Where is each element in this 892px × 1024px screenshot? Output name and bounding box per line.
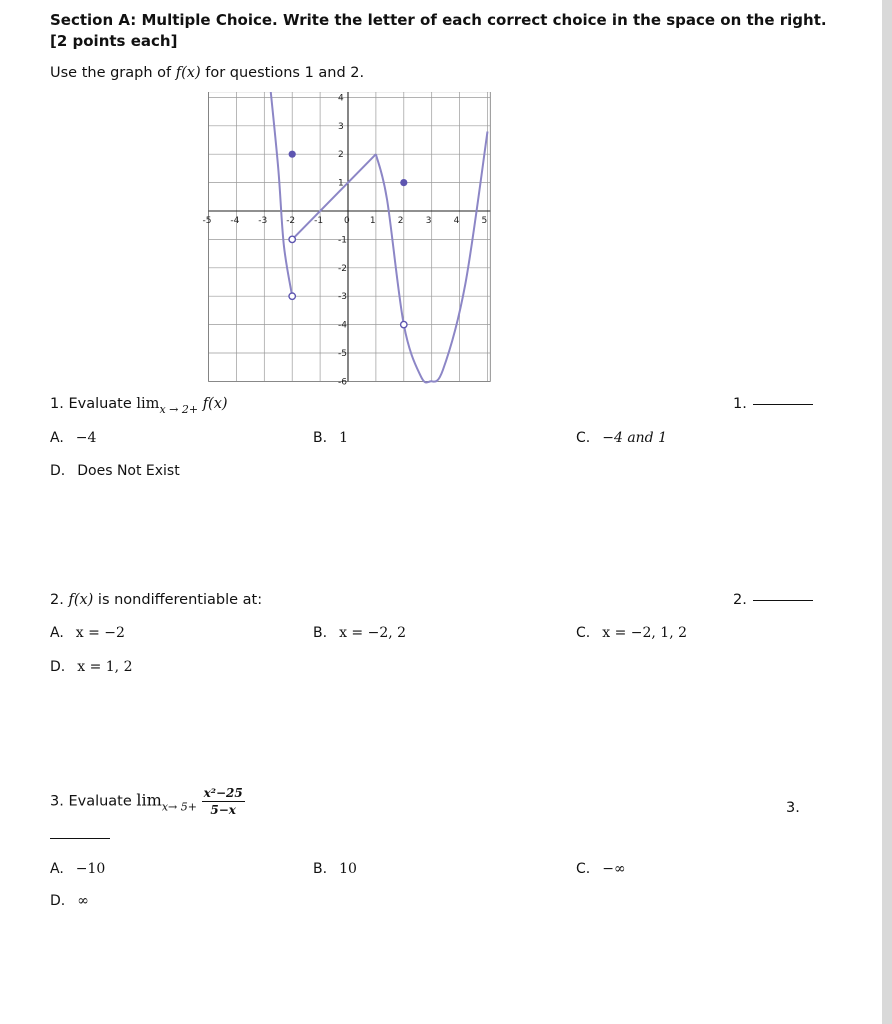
y-tick-label: 2 xyxy=(338,150,344,161)
y-tick-label: -6 xyxy=(338,377,347,387)
option-text: x = −2, 2 xyxy=(339,625,407,641)
q1-lim: lim xyxy=(136,396,160,412)
option-text: ∞ xyxy=(77,893,89,909)
curve-left-parabola xyxy=(270,92,292,296)
q3-lim-sub: x→ 5+ xyxy=(161,800,197,814)
y-tick-label: -3 xyxy=(338,292,347,303)
option-text: −4 and 1 xyxy=(602,430,668,446)
section-heading: Section A: Multiple Choice. Write the letter of each correct choice in the space on the right. [2 points each] xyxy=(50,11,827,50)
intro-suffix: for questions 1 and 2. xyxy=(200,65,365,81)
q3-answer-label: 3. xyxy=(786,800,800,816)
q1-option-b[interactable] xyxy=(313,430,348,446)
x-tick-label: -1 xyxy=(314,216,324,226)
q3-numerator: x²−25 xyxy=(203,786,243,800)
x-tick-label: -5 xyxy=(202,216,212,226)
y-tick-label: -2 xyxy=(338,263,347,274)
graph-intro xyxy=(50,65,364,81)
x-tick-label: -2 xyxy=(286,216,296,226)
option-letter: B. xyxy=(313,625,328,641)
curve-line xyxy=(292,154,376,239)
option-text: 10 xyxy=(339,861,357,877)
q2-answer-line[interactable] xyxy=(753,600,813,601)
q3-option-d[interactable] xyxy=(50,893,89,909)
q2-number: 2. xyxy=(50,592,64,608)
option-text: −4 xyxy=(75,430,97,446)
q1-option-a[interactable] xyxy=(50,430,96,446)
y-tick-label: 3 xyxy=(338,121,344,132)
x-tick-label: -3 xyxy=(258,216,268,226)
open-point xyxy=(401,321,407,327)
q3-option-c[interactable] xyxy=(576,861,626,877)
option-text: x = 1, 2 xyxy=(77,659,133,675)
option-text: x = −2, 1, 2 xyxy=(602,625,688,641)
option-letter: A. xyxy=(50,430,64,446)
q1-option-d[interactable] xyxy=(50,463,180,479)
x-tick-label: 5 xyxy=(481,216,488,226)
option-text: −10 xyxy=(75,861,106,877)
option-letter: A. xyxy=(50,625,64,641)
y-tick-label: 4 xyxy=(338,93,344,104)
q1-answer-blank[interactable] xyxy=(733,396,813,412)
option-letter: D. xyxy=(50,659,66,675)
option-letter: B. xyxy=(313,430,328,446)
q1-option-c[interactable] xyxy=(576,430,667,446)
question-2 xyxy=(50,592,262,608)
q1-number: 1. xyxy=(50,396,64,412)
x-tick-label: 3 xyxy=(425,216,432,226)
option-letter: C. xyxy=(576,861,591,877)
question-1 xyxy=(50,396,228,416)
q3-number: 3. xyxy=(50,793,64,810)
y-tick-label: 1 xyxy=(338,178,344,189)
open-point xyxy=(289,293,295,299)
q1-expression: f(x) xyxy=(202,396,228,412)
q3-denominator: 5−x xyxy=(210,803,236,817)
q1-answer-label: 1. xyxy=(733,396,747,412)
option-letter: A. xyxy=(50,861,64,877)
question-3 xyxy=(50,786,245,817)
q3-answer-line[interactable] xyxy=(50,838,110,839)
intro-function: f(x) xyxy=(175,65,201,81)
q3-lim: lim xyxy=(136,790,162,810)
q2-expression: f(x) xyxy=(68,592,94,608)
page-edge xyxy=(882,0,892,1024)
x-tick-label: 0 xyxy=(344,216,350,226)
q2-option-d[interactable] xyxy=(50,659,132,675)
q2-label: is nondifferentiable at: xyxy=(97,592,263,608)
x-tick-label: 4 xyxy=(453,216,460,226)
q3-option-b[interactable] xyxy=(313,861,357,877)
option-letter: C. xyxy=(576,430,591,446)
grid-border xyxy=(209,92,491,381)
q1-label: Evaluate xyxy=(68,396,132,412)
q2-option-c[interactable] xyxy=(576,625,687,641)
q3-option-a[interactable] xyxy=(50,861,105,877)
option-letter: D. xyxy=(50,893,66,909)
q3-fraction xyxy=(202,786,245,817)
option-text: −∞ xyxy=(602,861,626,877)
q2-answer-label: 2. xyxy=(733,592,747,608)
closed-point xyxy=(400,179,407,186)
option-letter: C. xyxy=(576,625,591,641)
q3-label: Evaluate xyxy=(68,793,132,810)
x-tick-label: 2 xyxy=(397,216,404,226)
x-tick-label: 1 xyxy=(369,216,376,226)
q2-option-b[interactable] xyxy=(313,625,406,641)
q1-answer-line[interactable] xyxy=(753,404,813,405)
y-tick-label: -5 xyxy=(338,349,347,359)
open-point xyxy=(289,236,295,242)
x-tick-label: -4 xyxy=(230,216,240,226)
option-letter: D. xyxy=(50,463,66,479)
q2-answer-blank[interactable] xyxy=(733,592,813,608)
option-text: x = −2 xyxy=(75,625,125,641)
option-letter: B. xyxy=(313,861,328,877)
closed-point xyxy=(289,151,296,158)
option-text: 1 xyxy=(339,430,348,446)
function-graph xyxy=(195,92,500,387)
q1-lim-sub: x → 2+ xyxy=(159,403,199,416)
intro-prefix: Use the graph of xyxy=(50,65,176,81)
y-tick-label: -1 xyxy=(338,235,347,246)
y-tick-label: -4 xyxy=(338,320,347,331)
option-text: Does Not Exist xyxy=(77,463,180,479)
q2-option-a[interactable] xyxy=(50,625,125,641)
